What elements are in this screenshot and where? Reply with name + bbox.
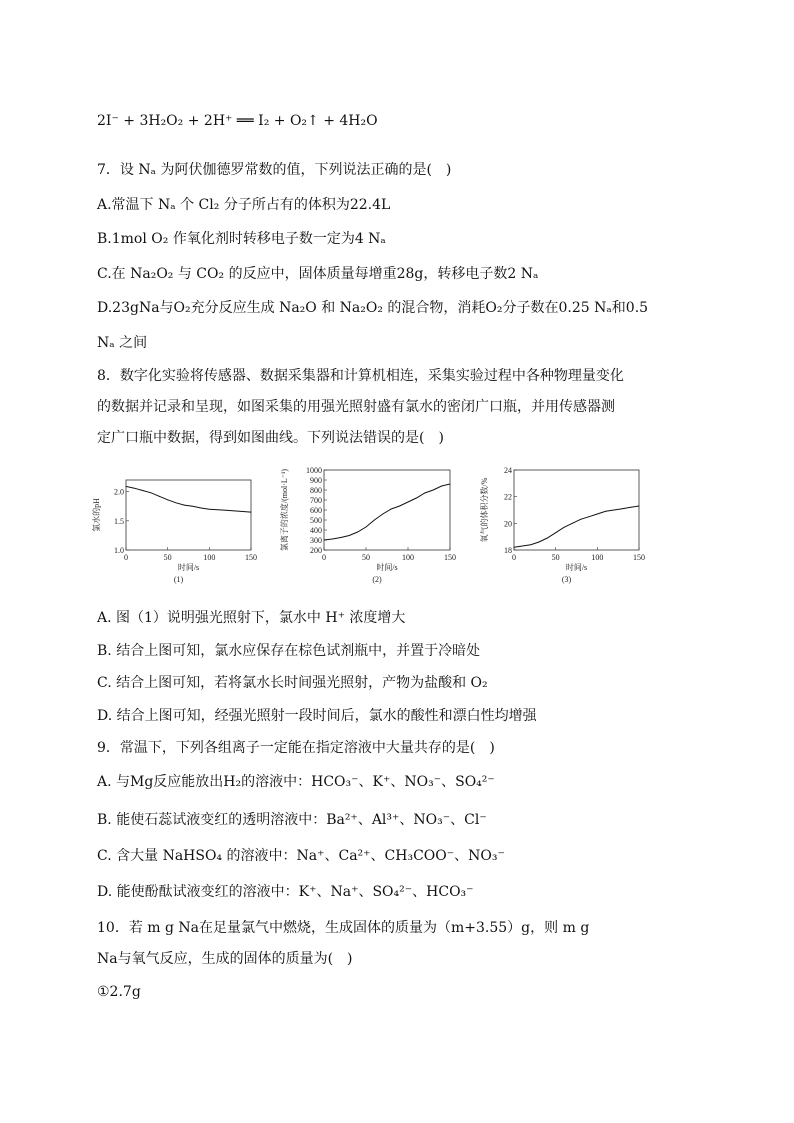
y-tick-label: 200	[310, 546, 322, 555]
x-tick-label: 150	[245, 553, 257, 562]
series-line	[324, 484, 450, 540]
data-point	[597, 514, 598, 515]
x-tick-label: 0	[512, 553, 516, 562]
y-axis-label: 氯离子的浓度/(mol·L⁻¹)	[280, 468, 289, 552]
y-axis-label: 氯水的pH	[92, 498, 101, 532]
data-point	[382, 514, 383, 515]
q7-option-b: B.1mol O₂ 作氧化剂时转移电子数一定为4 Nₐ	[97, 231, 386, 247]
q9-option-b: B. 能使石蕊试液变红的透明溶液中：Ba²⁺、Al³⁺、NO₃⁻、Cl⁻	[97, 812, 487, 828]
data-point	[416, 498, 417, 499]
y-tick-label: 22	[504, 492, 512, 502]
data-point	[630, 507, 631, 508]
data-point	[226, 510, 227, 511]
q9-stem: 9．常温下，下列各组离子一定能在指定溶液中大量共存的是( )	[97, 740, 495, 756]
y-tick-label: 1.5	[114, 516, 124, 526]
chart-1-ph	[92, 462, 262, 602]
equation-top: 2I⁻ + 3H₂O₂ + 2H⁺ ══ I₂ + O₂↑ + 4H₂O	[97, 113, 378, 129]
y-tick-label: 24	[504, 466, 512, 475]
data-point	[201, 508, 202, 509]
y-tick-label: 1000	[306, 466, 322, 475]
plot-frame	[324, 470, 450, 550]
data-point	[357, 532, 358, 533]
data-point	[234, 511, 235, 512]
x-tick-label: 50	[362, 553, 370, 562]
series-line	[514, 506, 639, 547]
y-tick-label: 1.0	[114, 546, 124, 555]
q8-stem-line3: 定广口瓶中数据，得到如图曲线。下列说法错误的是( )	[97, 430, 444, 446]
chart-3-oxygen	[480, 462, 650, 602]
q8-stem-line2: 的数据并记录和呈现，如图采集的用强光照射盛有氯水的密闭广口瓶，并用传感器测	[97, 399, 615, 415]
data-point	[408, 502, 409, 503]
x-tick-label: 100	[591, 553, 604, 562]
data-point	[340, 537, 341, 538]
x-axis-label: 时间/s	[177, 563, 200, 572]
data-point	[572, 523, 573, 524]
q9-option-d: D. 能使酚酞试液变红的溶液中：K⁺、Na⁺、SO₄²⁻、HCO₃⁻	[97, 884, 474, 900]
data-point	[433, 490, 434, 491]
y-tick-label: 2.0	[114, 487, 124, 497]
y-tick-label: 700	[310, 496, 322, 505]
q10-option-1: ①2.7g	[97, 984, 141, 1000]
data-point	[441, 486, 442, 487]
data-point	[192, 506, 193, 507]
data-point	[399, 506, 400, 507]
data-point	[251, 512, 252, 513]
data-point	[580, 519, 581, 520]
data-point	[217, 509, 218, 510]
data-point	[391, 509, 392, 510]
q7-stem: 7．设 Nₐ 为阿伏伽德罗常数的值，下列说法正确的是( )	[97, 162, 452, 178]
data-point	[614, 510, 615, 511]
data-point	[639, 506, 640, 507]
y-tick-label: 800	[310, 486, 322, 495]
q7-option-c: C.在 Na₂O₂ 与 CO₂ 的反应中，固体质量每增重28g，转移电子数2 Nₐ	[97, 266, 539, 282]
x-tick-label: 0	[322, 553, 326, 562]
data-point	[522, 546, 523, 547]
data-point	[564, 527, 565, 528]
q8-option-d: D. 结合上图可知，经强光照射一段时间后，氯水的酸性和漂白性均增强	[97, 708, 537, 724]
data-point	[622, 508, 623, 509]
data-point	[126, 486, 127, 487]
data-point	[242, 511, 243, 512]
data-point	[539, 542, 540, 543]
chart-caption: (1)	[173, 575, 184, 584]
q7-option-d-line2: Nₐ 之间	[97, 335, 148, 351]
chart-caption: (3)	[561, 575, 572, 584]
q9-option-c: C. 含大量 NaHSO₄ 的溶液中：Na⁺、Ca²⁺、CH₃COO⁻、NO₃⁻	[97, 848, 505, 864]
y-axis-label: 氧气的体积分数/%	[480, 477, 489, 543]
data-point	[332, 539, 333, 540]
data-point	[167, 499, 168, 500]
q9-option-a: A. 与Mg反应能放出H₂的溶液中：HCO₃⁻、K⁺、NO₃⁻、SO₄²⁻	[97, 774, 495, 790]
data-point	[142, 490, 143, 491]
y-tick-label: 500	[310, 516, 322, 525]
series-line	[126, 486, 251, 512]
x-tick-label: 150	[633, 553, 645, 562]
data-point	[530, 544, 531, 545]
q8-option-b: B. 结合上图可知，氯水应保存在棕色试剂瓶中，并置于冷暗处	[97, 643, 481, 659]
y-tick-label: 300	[310, 536, 322, 545]
y-tick-label: 20	[504, 519, 512, 529]
q10-stem-line2: Na与氧气反应，生成的固体的质量为( )	[97, 951, 353, 967]
data-point	[589, 516, 590, 517]
x-tick-label: 50	[551, 553, 560, 562]
x-tick-label: 150	[444, 553, 456, 562]
data-point	[514, 547, 515, 548]
data-point	[547, 538, 548, 539]
q10-stem-line1: 10．若 m g Na在足量氯气中燃烧，生成固体的质量为（m+3.55）g，则 m g	[97, 920, 590, 936]
data-point	[605, 511, 606, 512]
y-tick-label: 18	[504, 546, 512, 555]
data-point	[176, 502, 177, 503]
data-point	[555, 532, 556, 533]
data-point	[184, 505, 185, 506]
x-axis-label: 时间/s	[376, 563, 398, 572]
data-point	[324, 540, 325, 541]
plot-frame	[514, 470, 639, 550]
x-tick-label: 0	[124, 553, 128, 562]
y-tick-label: 600	[310, 506, 322, 515]
q8-stem-line1: 8．数字化实验将传感器、数据采集器和计算机相连，采集实验过程中各种物理量变化	[97, 368, 624, 384]
data-point	[366, 527, 367, 528]
chart-caption: (2)	[372, 575, 382, 584]
q7-option-a: A.常温下 Nₐ 个 Cl₂ 分子所占有的体积为22.4L	[97, 197, 391, 213]
q8-option-c: C. 结合上图可知，若将氯水长时间强光照射，产物为盐酸和 O₂	[97, 675, 488, 691]
x-tick-label: 100	[402, 553, 414, 562]
x-tick-label: 100	[203, 553, 216, 562]
data-point	[159, 496, 160, 497]
data-point	[349, 535, 350, 536]
chart-2-chloride	[280, 462, 460, 602]
y-tick-label: 900	[310, 476, 322, 485]
x-axis-label: 时间/s	[565, 563, 588, 572]
data-point	[424, 493, 425, 494]
q7-option-d-line1: D.23gNa与O₂充分反应生成 Na₂O 和 Na₂O₂ 的混合物，消耗O₂分子数在0.25 Nₐ和0.5	[97, 300, 649, 316]
y-tick-label: 400	[310, 526, 322, 535]
data-point	[374, 520, 375, 521]
x-tick-label: 50	[163, 553, 172, 562]
data-point	[209, 509, 210, 510]
data-point	[134, 488, 135, 489]
data-point	[450, 484, 451, 485]
plot-frame	[126, 480, 251, 550]
data-point	[151, 492, 152, 493]
q8-option-a: A. 图（1）说明强光照射下，氯水中 H⁺ 浓度增大	[97, 610, 406, 626]
